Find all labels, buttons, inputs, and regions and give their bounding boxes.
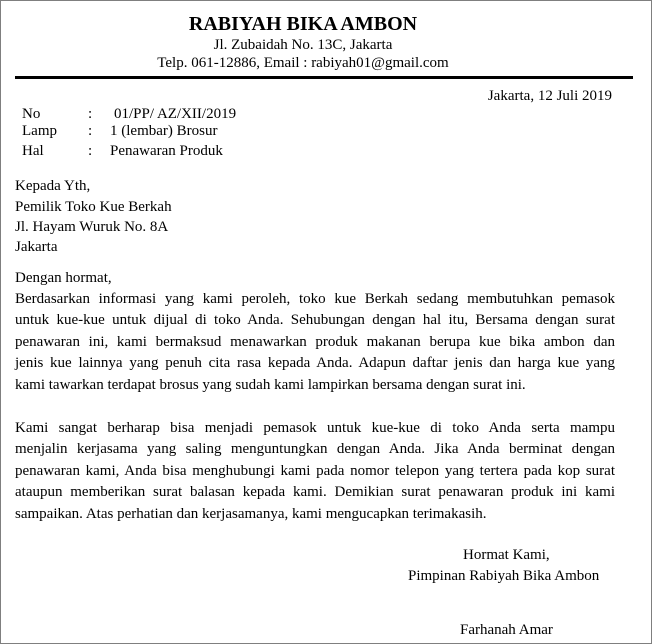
meta-value-lamp: 1 (lembar) Brosur bbox=[110, 123, 218, 139]
paragraph1-line: kami tawarkan terdapat brosus yang sudah kami lampirkan bersama dengan surat ini. bbox=[15, 377, 526, 393]
greeting: Dengan hormat, bbox=[15, 270, 112, 286]
company-address: Jl. Zubaidah No. 13C, Jakarta bbox=[213, 37, 393, 53]
paragraph2-line: sampaikan. Atas perhatian dan kerjasamanya, kami mengucapkan terimakasih. bbox=[15, 506, 487, 522]
signatory-name: Farhanah Amar bbox=[460, 622, 553, 638]
meta-value-hal: Penawaran Produk bbox=[110, 143, 223, 159]
paragraph1-line: jenis kue lainnya yang penuh cita rasa kepada Anda. Adapun daftar jenis dan harga kue yang bbox=[15, 355, 615, 371]
paragraph1-line: penawaran ini, kami bermaksud menawarkan produk makanan berupa kue bika ambon dan bbox=[15, 334, 615, 350]
company-contact: Telp. 061-12886, Email : rabiyah01@gmail.com bbox=[157, 55, 449, 71]
paragraph2-line: menjalin kerjasama yang saling menguntungkan dengan Anda. Jika Anda berminat dengan bbox=[15, 441, 615, 457]
meta-value-no: 01/PP/ AZ/XII/2019 bbox=[114, 106, 237, 122]
meta-label-lamp: Lamp bbox=[22, 123, 57, 139]
closing-position: Pimpinan Rabiyah Bika Ambon bbox=[408, 568, 600, 584]
paragraph1-line: Berdasarkan informasi yang kami peroleh, toko kue Berkah sedang membutuhkan pemasok bbox=[15, 291, 615, 307]
recipient-line: Pemilik Toko Kue Berkah bbox=[15, 199, 172, 215]
paragraph2-line: Kami sangat berharap bisa menjadi pemasok untuk kue-kue di toko Anda serta mampu bbox=[15, 420, 615, 436]
company-name: RABIYAH BIKA AMBON bbox=[188, 13, 418, 35]
letterhead-divider bbox=[15, 76, 633, 79]
recipient-line: Jl. Hayam Wuruk No. 8A bbox=[15, 219, 169, 235]
meta-sep: : bbox=[88, 123, 93, 139]
meta-sep: : bbox=[88, 143, 93, 159]
meta-label-no: No bbox=[22, 106, 41, 122]
recipient-line: Kepada Yth, bbox=[15, 178, 91, 194]
paragraph2-line: ataupun memberikan surat balasan kepada kami. Demikian surat penawaran produk ini kami bbox=[15, 484, 615, 500]
meta-sep: : bbox=[88, 106, 93, 122]
paragraph2-line: penawaran kami, Anda bisa menghubungi kami pada nomor telepon yang tertera pada kop surat bbox=[15, 463, 615, 479]
closing-salutation: Hormat Kami, bbox=[463, 547, 550, 563]
paragraph1-line: untuk kue-kue untuk dijual di toko Anda. Sehubungan dengan hal itu, Bersama dengan surat bbox=[15, 312, 615, 328]
recipient-line: Jakarta bbox=[15, 239, 58, 255]
meta-label-hal: Hal bbox=[22, 143, 44, 159]
letter-date: Jakarta, 12 Juli 2019 bbox=[487, 88, 612, 104]
